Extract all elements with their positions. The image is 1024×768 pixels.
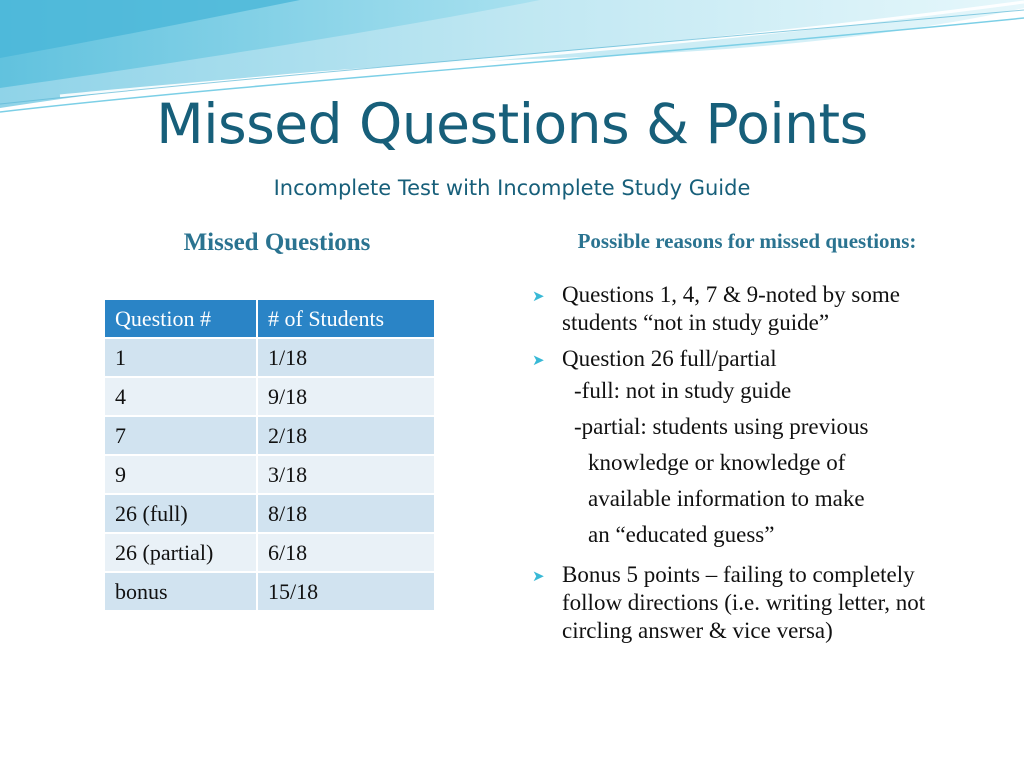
question-cell: 7 xyxy=(104,416,257,455)
table-row xyxy=(104,338,435,377)
list-item xyxy=(530,345,970,553)
table-row xyxy=(104,455,435,494)
reasons-heading: Possible reasons for missed questions: xyxy=(577,229,917,253)
arrow-bullet-icon: ➤ xyxy=(532,351,545,369)
column-header-students: # of Students xyxy=(257,299,435,338)
students-cell: 3/18 xyxy=(257,455,435,494)
reason-sub-line: knowledge or knowledge of xyxy=(588,450,846,475)
list-item xyxy=(530,561,970,645)
reason-sub-line: -full: not in study guide xyxy=(574,378,792,403)
reasons-list xyxy=(530,281,970,645)
students-cell: 1/18 xyxy=(257,338,435,377)
students-cell: 6/18 xyxy=(257,533,435,572)
missed-questions-table xyxy=(103,298,436,612)
table-row xyxy=(104,377,435,416)
reason-sub-line: an “educated guess” xyxy=(588,522,775,547)
students-cell: 2/18 xyxy=(257,416,435,455)
reason-text: Bonus 5 points – failing to completely follow directions (i.e. writing letter, not circling answer & vice versa) xyxy=(562,562,926,643)
reason-text: Question 26 full/partial xyxy=(562,346,777,371)
question-cell: 1 xyxy=(104,338,257,377)
reason-text: Questions 1, 4, 7 & 9-noted by some students “not in study guide” xyxy=(562,282,900,335)
question-cell: bonus xyxy=(104,572,257,611)
question-cell: 4 xyxy=(104,377,257,416)
question-cell: 26 (full) xyxy=(104,494,257,533)
slide-title: Missed Questions & Points xyxy=(156,92,868,156)
arrow-bullet-icon: ➤ xyxy=(532,287,545,305)
question-cell: 26 (partial) xyxy=(104,533,257,572)
column-header-question: Question # xyxy=(104,299,257,338)
table-row xyxy=(104,416,435,455)
table-header-row xyxy=(104,299,435,338)
slide-subtitle: Incomplete Test with Incomplete Study Guide xyxy=(273,176,751,200)
list-item xyxy=(530,281,970,337)
arrow-bullet-icon: ➤ xyxy=(532,567,545,585)
table-row xyxy=(104,572,435,611)
students-cell: 15/18 xyxy=(257,572,435,611)
missed-questions-heading: Missed Questions xyxy=(183,229,371,256)
table-row xyxy=(104,494,435,533)
question-cell: 9 xyxy=(104,455,257,494)
table-row xyxy=(104,533,435,572)
reason-sub-line: -partial: students using previous xyxy=(574,414,869,439)
reason-sub-line: available information to make xyxy=(588,486,865,511)
students-cell: 8/18 xyxy=(257,494,435,533)
students-cell: 9/18 xyxy=(257,377,435,416)
